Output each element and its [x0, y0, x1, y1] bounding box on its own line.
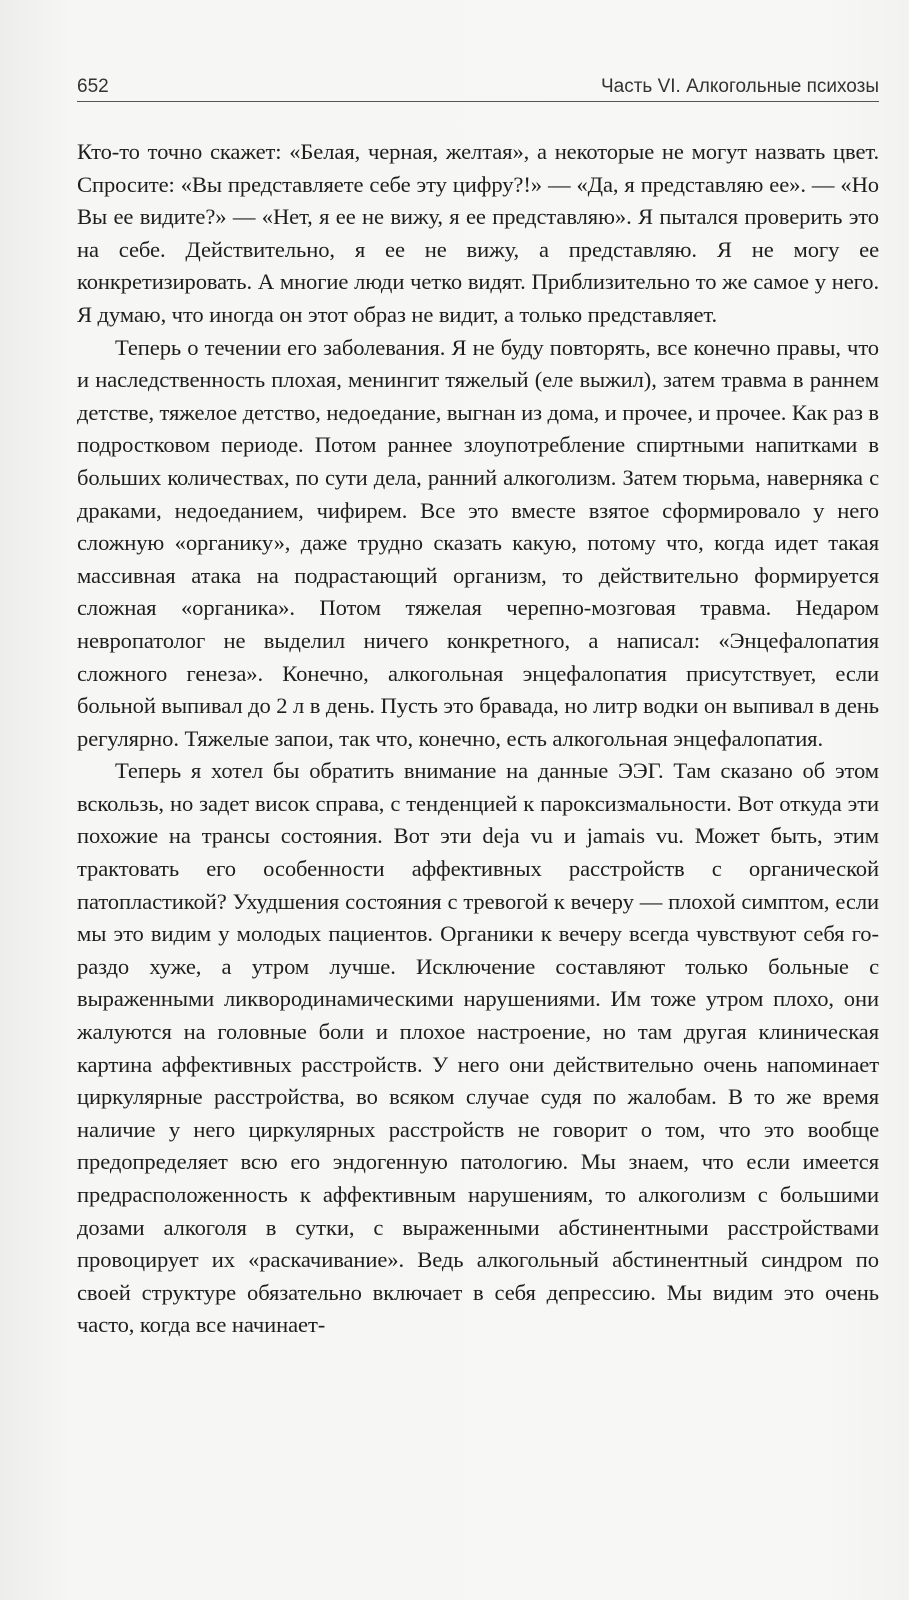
running-title: Часть VI. Алкогольные психозы	[600, 76, 879, 97]
paragraph-1: Кто-то точно скажет: «Белая, черная, желтая», а некоторые не могут назвать цвет. Спросите: «Вы представляете себе эту цифру?!» — «Да, я представляю ее». — «Но Вы ее видите?» — «Нет, я ее не вижу, я ее представляю». Я пытался проверить это на себе. Действительно, я ее не вижу, а представляю. Я не могу ее конкретизировать. А многие люди четко видят. Приблизительно то же самое у него. Я думаю, что иногда он этот образ не видит, а только представляет.	[77, 139, 879, 327]
header-divider	[77, 101, 879, 102]
paragraph-2: Теперь о течении его заболевания. Я не буду повторять, все конечно правы, что и наследственность плохая, менингит тяжелый (еле выжил), затем травма в раннем детстве, тяжелое детство, недоедание, выгнан из дома, и прочее, и прочее. Как раз в подростковом периоде. Потом раннее злоупотребление спиртными напитками в больших количествах, по сути дела, ранний алкоголизм. Затем тюрьма, наверняка с драками, недоеданием, чифирем. Все это вместе взятое сформировало у него сложную «органику», даже трудно сказать какую, потому что, когда идет такая массивная атака на подрастающий организм, то действительно формируется сложная «органика». Потом тяжелая черепно-мозговая травма. Недаром невропатолог не выделил ничего конкретного, а написал: «Энцефалопатия сложного генеза». Конечно, алкогольная энцефалопатия присутствует, если больной выпивал до 2 л в день. Пусть это бравада, но литр водки он выпивал в день регулярно. Тяжелые запои, так что, конечно, есть алкогольная энцефалопатия.	[77, 334, 879, 751]
paragraph-3: Теперь я хотел бы обратить внимание на данные ЭЭГ. Там сказано об этом вскользь, но задет висок справа, с тенденцией к пароксизмальности. Вот откуда эти похожие на трансы состояния. Вот эти deja vu и jamais vu. Может быть, этим трактовать его особенности аффективных расстройств с органической патопластикой? Ухудшения состояния с тревогой к вечеру — плохой симптом, если мы это видим у молодых пациентов. Органики к вечеру всегда чувствуют себя гораздо хуже, а утром лучше. Исключение составляют только больные с выраженными ликвородинамическими нарушениями. Им тоже утром плохо, они жалуются на головные боли и плохое настроение, но там другая клиническая картина аффективных расстройств. У него они действительно очень напоминает циркулярные расстройства, во всяком случае судя по жалобам. В то же время наличие у него циркулярных расстройств не говорит о том, что это вообще предопределяет всю его эндогенную патологию. Мы знаем, что если имеется предрасположенность к аффективным нарушениям, то алкоголизм с большими дозами алкоголя в сутки, с выраженными абстинентными расстройствами провоцирует их «раскачивание». Ведь алкогольный абстинентный синдром по своей структуре обязательно включает в себя депрессию. Мы видим это очень часто, когда все начинает-	[77, 758, 879, 1338]
page-header	[77, 74, 879, 104]
page-number: 652	[77, 76, 109, 97]
body-text	[77, 136, 879, 1342]
